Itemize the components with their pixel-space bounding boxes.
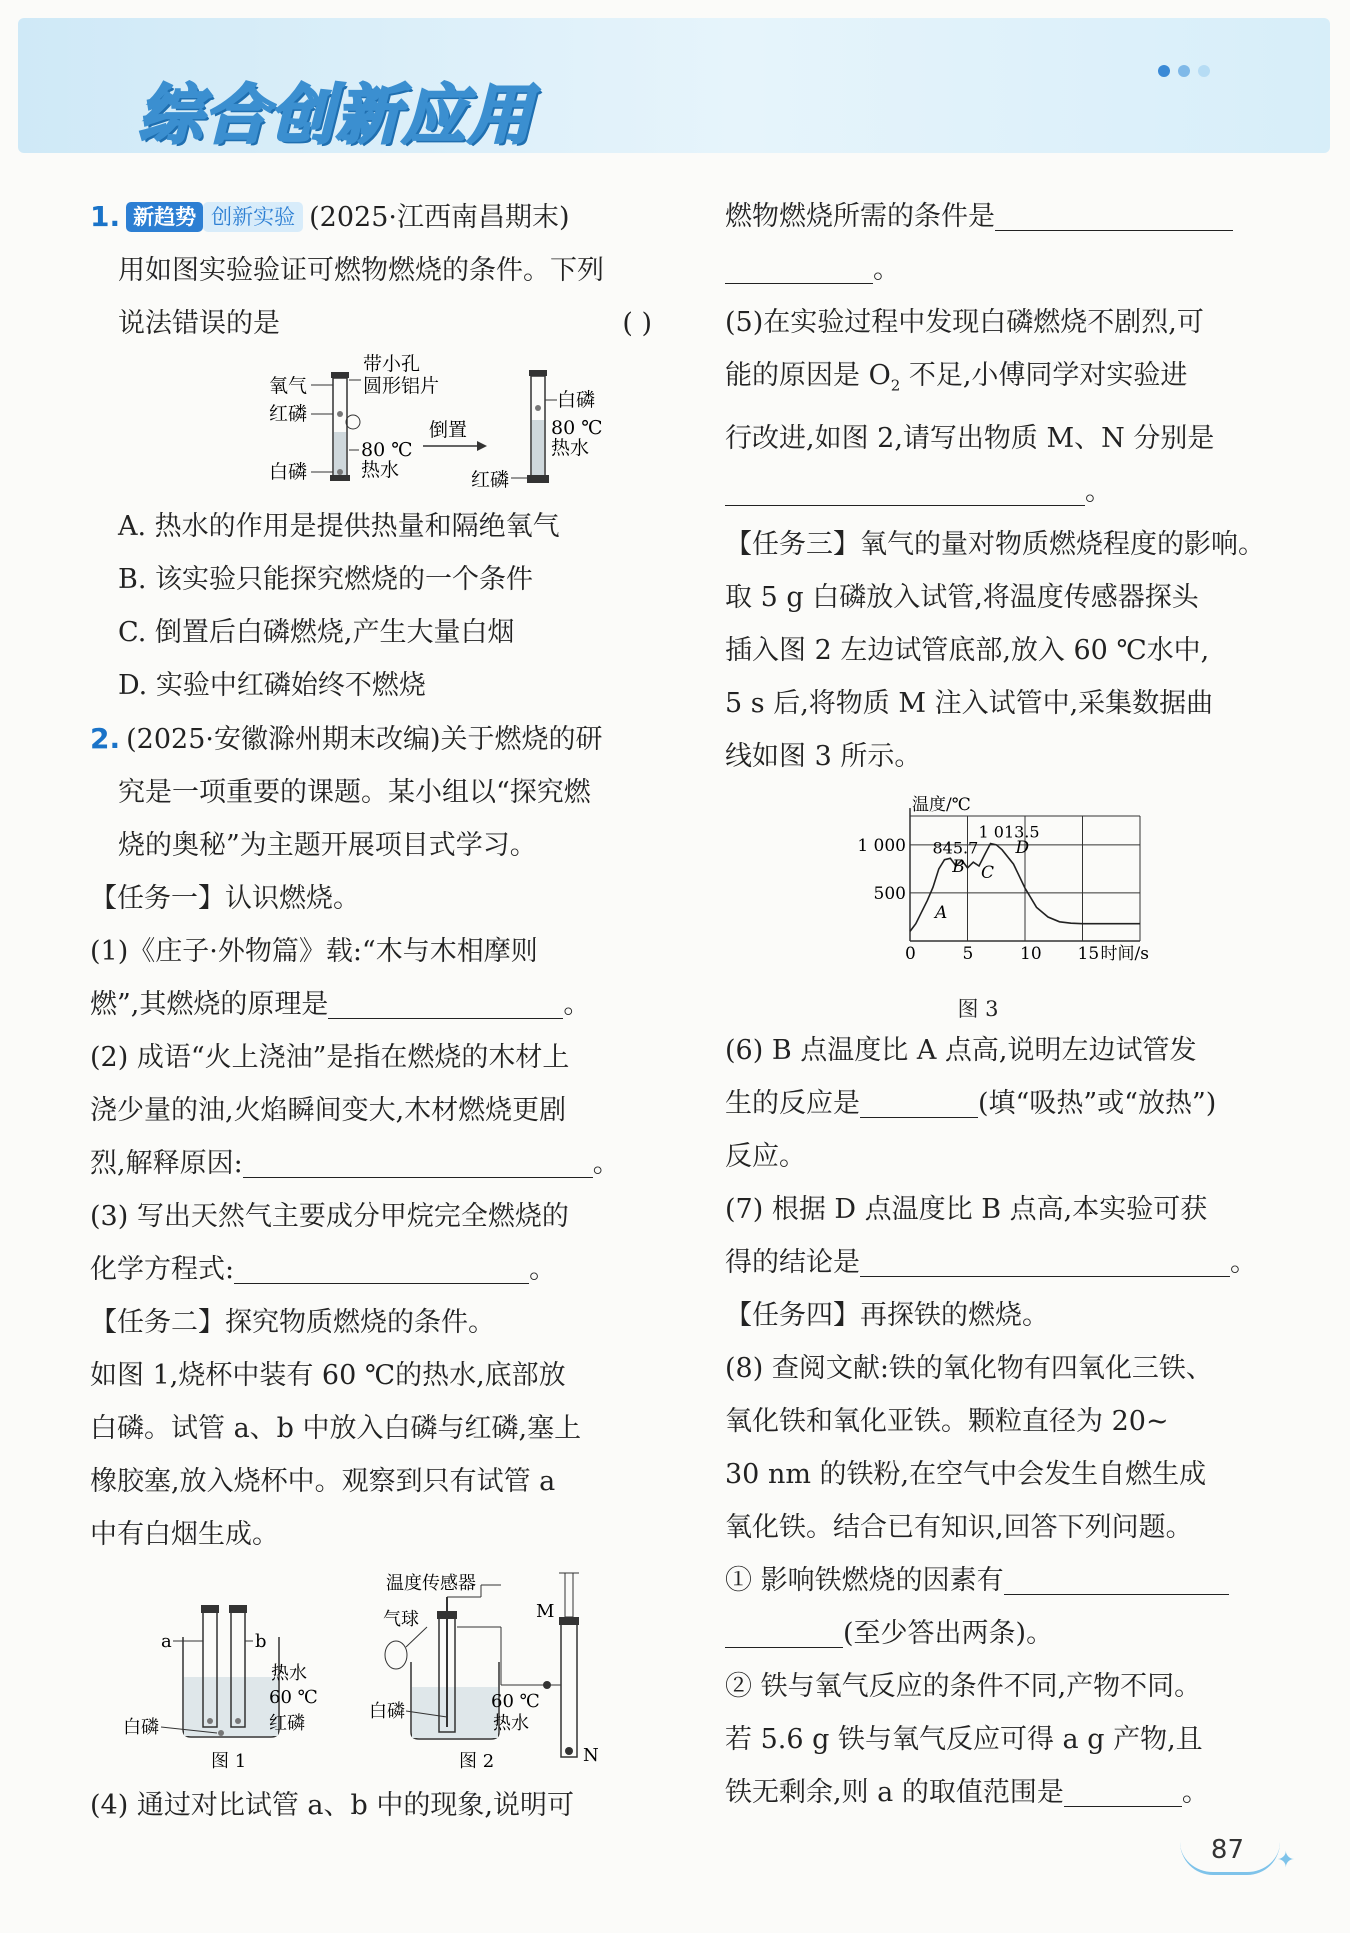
red-p-label: 红磷 [269,1713,305,1734]
period: 。 [1085,476,1112,508]
q2-part8-line: 若 5.6 g 铁与氧气反应可得 a g 产物,且 [725,1724,1203,1756]
q2-part4-text: 燃物燃烧所需的条件是 [725,201,995,232]
q2-part6-line: (6) B 点温度比 A 点高,说明左边试管发 [725,1035,1197,1067]
q2-part7-line: (7) 根据 D 点温度比 B 点高,本实验可获 [725,1194,1208,1226]
period: 。 [1230,1247,1257,1279]
fig1-fig2-apparatus [121,1567,621,1777]
q2-part5-text: 不足,小傅同学对实验进 [900,360,1188,391]
q2-source: (2025·安徽滁州期末改编) [126,724,441,755]
q2-part6-text: 生的反应是 [725,1088,860,1120]
point-label-B: B [952,857,965,878]
foil-label-1: 带小孔 [363,353,421,375]
hot-water-label-2: 热水 [493,1713,529,1734]
temperature-chart [850,791,1160,976]
q2-part7-line [725,1236,1265,1289]
task3-text: 取 5 g 白磷放入试管,将温度传感器探头 [725,582,1199,614]
task3-text: 插入图 2 左边试管底部,放入 60 ℃水中, [725,635,1210,667]
task3-text: 5 s 后,将物质 M 注入试管中,采集数据曲 [725,688,1214,720]
x-tick-label: 0 [905,944,916,965]
q2-part8-line [725,1554,1265,1607]
period: 。 [873,254,900,285]
y-tick-label: 1 000 [857,836,906,857]
experiment-tag: 创新实验 [203,202,303,232]
period: 。 [529,1254,557,1285]
task3-heading: 【任务三】氧气的量对物质燃烧程度的影响。 [725,529,1265,561]
tube-b-label: b [255,1631,267,1652]
x-axis-label: 时间/s [1100,944,1149,965]
period: 。 [592,1148,620,1179]
white-phosphorus-label-2: 白磷 [557,389,596,411]
fig2-caption: 图 2 [459,1751,495,1772]
task2-heading: 【任务二】探究物质燃烧的条件。 [90,1307,495,1338]
q2-part8-line: ② 铁与氧气反应的条件不同,产物不同。 [725,1671,1202,1703]
q2-part8-line: 氧化铁和氧化亚铁。颗粒直径为 20~ [725,1406,1169,1438]
q2-part1-text: 燃”,其燃烧的原理是 [90,989,329,1020]
star-icon: ✦ [1276,1848,1295,1873]
dot-icon [1158,65,1170,77]
red-phosphorus-label: 红磷 [269,403,308,425]
q1-stem-2 [90,297,652,350]
point-label-8457: 845.7 [932,839,979,859]
q2-part7-text: 得的结论是 [725,1247,860,1279]
point-label-C: C [981,863,995,884]
task2-text: 如图 1,烧杯中装有 60 ℃的热水,底部放 [90,1360,566,1391]
q1-stem [90,244,652,297]
x-tick-label: 15 [1077,944,1100,965]
q2-part6-line [725,1077,1265,1130]
right-column [725,190,1265,1819]
y-tick-label: 500 [873,884,906,905]
water-label-2: 热水 [551,437,590,459]
answer-blank-8a[interactable] [1004,1560,1229,1595]
section-banner [18,18,1330,153]
answer-blank-8b[interactable] [725,1613,843,1648]
q2-part4-line: (4) 通过对比试管 a、b 中的现象,说明可 [90,1790,574,1821]
answer-blank-5[interactable] [725,471,1085,506]
temp-60-label-2: 60 ℃ [491,1691,540,1712]
q2-part5-line: 行改进,如图 2,请写出物质 M、N 分别是 [725,423,1215,455]
q2-part4-line [725,243,1265,296]
q2-stem: 究是一项重要的课题。某小组以“探究燃 [118,777,591,808]
n-label: N [583,1745,599,1766]
q2-part2-text: 烈,解释原因: [90,1148,243,1179]
answer-blank-4a[interactable] [995,196,1233,231]
page-number: 87 [1210,1835,1244,1865]
q1-number: 1. [90,200,121,233]
q2-number: 2. [90,722,121,755]
answer-blank-1[interactable] [328,984,563,1019]
q2-part2-line: (2) 成语“火上浇油”是指在燃烧的木材上 [90,1042,570,1073]
trend-tag: 新趋势 [126,202,203,232]
q1-source: (2025·江西南昌期末) [309,202,570,233]
y-axis-label: 温度/℃ [912,795,971,816]
q2-part2-line [90,1137,652,1190]
q2-part5-line: (5)在实验过程中发现白磷燃烧不剧烈,可 [725,307,1204,338]
q1-option-c[interactable]: C. 倒置后白磷燃烧,产生大量白烟 [118,617,515,648]
q2-part3-text: 化学方程式: [90,1254,235,1285]
q2-part6-line: 反应。 [725,1141,806,1173]
q2-part8-line [725,1766,1265,1819]
q2-part4-line [725,190,1265,243]
subscript: 2 [890,376,901,395]
q1-stem-line: 说法错误的是 [118,308,280,339]
q2-part5-line [725,465,1265,518]
section-title: 综合创新应用 [138,79,534,153]
answer-blank-3[interactable] [234,1249,529,1284]
white-phosphorus-label: 白磷 [269,461,308,483]
q2-part2-line: 浇少量的油,火焰瞬间变大,木材燃烧更剧 [90,1095,567,1126]
answer-blank-2[interactable] [243,1143,593,1178]
white-p-label: 白磷 [123,1717,159,1738]
period: 。 [1181,1777,1209,1809]
q2-part8-text: (至少答出两条)。 [843,1618,1054,1650]
q2-part8-line [725,1607,1265,1660]
q2-part3-line [90,1243,652,1296]
point-label-A: A [935,903,948,924]
q2-part8-text: 铁无剩余,则 a 的取值范围是 [725,1777,1064,1809]
point-label-D: D [1015,838,1030,859]
sensor-label: 温度传感器 [386,1573,476,1594]
white-p-label-2: 白磷 [369,1701,405,1722]
q1-header [90,190,652,244]
task2-text: 橡胶塞,放入烧杯中。观察到只有试管 a [90,1466,556,1497]
period: 。 [563,989,591,1020]
q1-option-a[interactable]: A. 热水的作用是提供热量和隔绝氧气 [118,511,560,542]
q1-apparatus-figure [161,350,603,500]
task2-text: 中有白烟生成。 [90,1519,279,1550]
fig3-chart [850,791,1265,1024]
q2-part5-text: 能的原因是 O [725,360,891,391]
oxygen-label: 氧气 [269,375,308,397]
dot-icon [1198,65,1210,77]
q2-part1-line: (1)《庄子·外物篇》载:“木与木相摩则 [90,936,538,967]
balloon-label: 气球 [383,1609,419,1630]
m-label: M [536,1601,555,1622]
hot-water-label: 热水 [271,1663,307,1684]
temp-label: 80 ℃ [361,439,413,461]
task1-heading: 【任务一】认识燃烧。 [90,883,360,914]
water-label: 热水 [361,459,400,481]
red-phosphorus-label-2: 红磷 [471,469,510,491]
q2-part3-line: (3) 写出天然气主要成分甲烷完全燃烧的 [90,1201,569,1232]
q1-option-d[interactable]: D. 实验中红磷始终不燃烧 [118,670,426,701]
q2-stem-line: 关于燃烧的研 [440,724,603,755]
answer-blank-4b[interactable] [725,249,873,284]
tube-a-label: a [161,1631,172,1652]
invert-label: 倒置 [429,419,468,441]
answer-blank-6[interactable] [860,1083,978,1118]
x-tick-label: 10 [1020,944,1042,965]
q2-part8-text: ① 影响铁燃烧的因素有 [725,1565,1004,1597]
banner-dots [1150,62,1210,81]
q2-part6-hint: (填“吸热”或“放热”) [978,1088,1217,1120]
q2-stem: 烧的奥秘”为主题开展项目式学习。 [118,830,537,861]
q2-part8-line: (8) 查阅文献:铁的氧化物有四氧化三铁、 [725,1353,1213,1385]
point-label-10135: 1 013.5 [978,822,1040,842]
fig1-caption: 图 1 [211,1751,247,1772]
left-column [90,190,652,1832]
fig3-caption: 图 3 [957,997,999,1022]
q1-option-b[interactable]: B. 该实验只能探究燃烧的一个条件 [118,564,534,595]
temp-60-label: 60 ℃ [269,1687,318,1708]
foil-label-2: 圆形铝片 [363,375,440,397]
q2-part5-line [725,349,1265,412]
task3-text: 线如图 3 所示。 [725,741,922,773]
q1-stem-line: 用如图实验验证可燃物燃烧的条件。下列 [118,255,604,286]
answer-paren: ( ) [622,308,652,339]
q2-part8-line: 氧化铁。结合已有知识,回答下列问题。 [725,1512,1193,1544]
dot-icon [1178,65,1190,77]
q2-part1-line [90,978,652,1031]
temp-label-2: 80 ℃ [551,417,603,439]
answer-blank-7[interactable] [860,1242,1230,1277]
task2-text: 白磷。试管 a、b 中放入白磷与红磷,塞上 [90,1413,582,1444]
answer-blank-8c[interactable] [1064,1772,1182,1807]
q2-part8-line: 30 nm 的铁粉,在空气中会发生自燃生成 [725,1459,1207,1491]
x-tick-label: 5 [962,944,974,965]
q2-header [90,712,652,766]
task4-heading: 【任务四】再探铁的燃烧。 [725,1300,1049,1332]
